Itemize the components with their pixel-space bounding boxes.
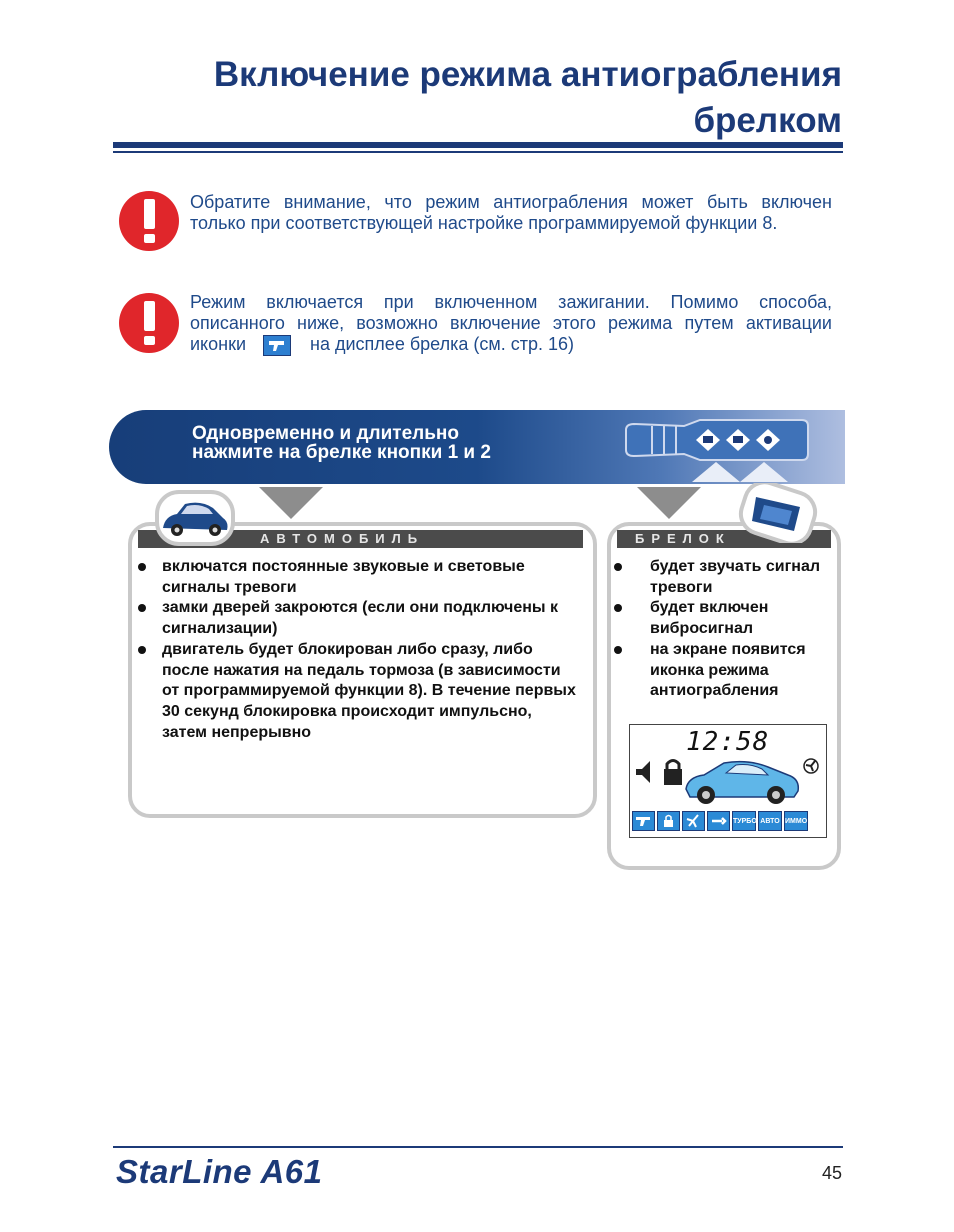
siren-lock-icon <box>634 755 686 789</box>
note-2 <box>190 292 832 356</box>
arrow-down-icon <box>259 487 323 519</box>
auto-label: АВТО <box>758 811 782 831</box>
list-item: двигатель будет блокирован либо сразу, либо после нажатия на педаль тормоза (в зависимости от программируемой функции 8). В течение первых 30 секунд блокировка происходит импульсно, затем непрерывно <box>136 640 581 744</box>
fan-icon <box>682 811 705 831</box>
lcd-car-icon <box>684 753 802 807</box>
fan-icon <box>802 757 820 775</box>
banner-line-2: нажмите на брелке кнопки 1 и 2 <box>192 442 491 463</box>
arrow-down-icon <box>637 487 701 519</box>
brand-logo: StarLine A61 <box>116 1153 323 1190</box>
fob-panel-list <box>612 557 830 702</box>
pistol-icon <box>632 811 655 831</box>
footer-rule <box>113 1146 843 1148</box>
key-fob-icon <box>622 416 812 464</box>
warning-icon <box>119 293 179 353</box>
car-panel-header: АВТОМОБИЛЬ <box>138 530 583 548</box>
button-pointer-arrows <box>690 458 790 484</box>
fob-panel-header: БРЕЛОК <box>617 530 831 548</box>
list-item: включатся постоянные звуковые и световые сигналы тревоги <box>136 557 581 598</box>
note-2-text-after: на дисплее брелка (см. стр. 16) <box>310 334 574 354</box>
wrench-icon <box>707 811 730 831</box>
title-line-2: брелком <box>693 101 842 140</box>
list-item: замки дверей закроются (если они подключены к сигнализации) <box>136 598 581 639</box>
banner-line-1: Одновременно и длительно <box>192 423 459 444</box>
page-number: 45 <box>821 1163 842 1183</box>
immo-label: ИММО <box>784 811 808 831</box>
lcd-icon-row <box>632 811 808 831</box>
title-line-1: Включение режима антиограбления <box>213 55 842 94</box>
lock-icon <box>657 811 680 831</box>
turbo-label: ТУРБО <box>732 811 756 831</box>
key-fob-small-icon <box>738 483 818 543</box>
title-rule-thick <box>113 142 843 148</box>
title-rule-thin <box>113 151 843 153</box>
list-item: будет звучать сигнал тревоги <box>612 557 830 598</box>
lcd-time: 12:58 <box>686 727 770 757</box>
banner-text <box>192 424 612 462</box>
note-1: Обратите внимание, что режим антиограбления может быть включен только при соответствующей настройке программируемой функции 8. <box>190 192 832 233</box>
car-icon <box>155 490 235 546</box>
page-title <box>170 52 842 144</box>
pistol-icon <box>263 335 291 356</box>
warning-icon <box>119 191 179 251</box>
list-item: будет включен вибросигнал <box>612 598 830 639</box>
note-2-text: Режим включается при включенном зажигании. Помимо способа, описанного ниже, возможно включение этого режима путем активации иконки <box>190 292 832 354</box>
fob-lcd-display <box>629 724 827 838</box>
car-panel-list <box>136 557 581 743</box>
list-item: на экране появится иконка режима антиограбления <box>612 640 830 702</box>
